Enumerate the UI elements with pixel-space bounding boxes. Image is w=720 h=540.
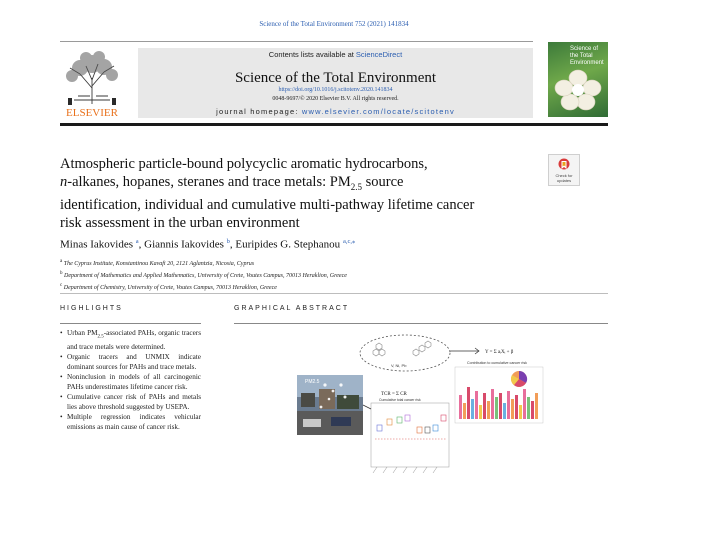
author-separator: , <box>229 238 236 251</box>
highlight-item: • Organic tracers and UNMIX indicate dominant sources for PAHs and trace metals. <box>60 352 201 372</box>
highlight-subscript: 2.5 <box>97 334 104 340</box>
regression-formula: Y = Σ aᵢXᵢ + β <box>485 350 514 355</box>
highlight-item: • Cumulative cancer risk of PAHs and metals lies above threshold suggested by USEPA. <box>60 392 201 412</box>
contribution-label: Contribution to cumulative cancer risk <box>467 361 527 365</box>
author-affil-marker[interactable]: a,c,⁎ <box>342 238 356 245</box>
affiliation <box>60 269 347 281</box>
author-affil-marker[interactable]: b <box>226 238 230 245</box>
author-name[interactable]: Minas Iakovides <box>60 238 134 251</box>
author-affil-marker[interactable]: a <box>135 238 139 245</box>
author-name[interactable]: Giannis Iakovides <box>144 238 224 251</box>
homepage-link[interactable]: www.elsevier.com/locate/scitotenv <box>301 107 455 116</box>
contents-line <box>138 50 533 59</box>
title-line-3: identification, individual and cumulative multi-pathway lifetime cancer <box>60 196 475 213</box>
affiliation <box>60 281 347 293</box>
cumulative-risk-plot <box>371 403 449 467</box>
author-name[interactable]: Euripides G. Stephanou <box>235 238 341 251</box>
cumulative-risk-label: Cumulative total cancer risk <box>379 398 421 402</box>
title-italic-n: n <box>60 174 68 190</box>
graphical-abstract-svg <box>295 333 545 473</box>
title-line-2a: -alkanes, hopanes, steranes and trace metals: PM <box>67 174 351 190</box>
cover-title: Science of the Total Environment <box>570 46 604 66</box>
header-divider <box>60 41 533 42</box>
journal-cover[interactable] <box>548 42 608 117</box>
affiliation-text: Department of Chemistry, University of Crete, Voutes Campus, 70013 Heraklion, Greece <box>63 285 277 291</box>
title-line-2b: source <box>361 174 404 190</box>
check-for-updates-button[interactable] <box>548 154 580 186</box>
pah-molecules-icon <box>373 341 431 356</box>
cover-flower-icon <box>554 68 602 112</box>
graphical-abstract-heading: GRAPHICAL ABSTRACT <box>234 305 350 312</box>
contents-prefix: Contents lists available at <box>268 50 354 59</box>
title-line-4: risk assessment in the urban environment <box>60 214 300 231</box>
highlight-text: Urban PM <box>67 329 98 337</box>
issn-copyright: 0048-9697/© 2020 Elsevier B.V. All rights reserved. <box>272 96 399 102</box>
journal-homepage <box>138 107 533 116</box>
sciencedirect-link[interactable]: ScienceDirect <box>355 50 403 59</box>
check-for-updates-label: Check for updates <box>555 173 573 183</box>
highlights-list <box>60 328 201 432</box>
highlights-heading: HIGHLIGHTS <box>60 305 123 312</box>
affiliation-marker: c <box>60 283 63 288</box>
graphical-abstract-figure[interactable] <box>295 333 545 473</box>
elsevier-logo[interactable] <box>60 48 124 118</box>
title-line-1: Atmospheric particle-bound polycyclic aromatic hydrocarbons, <box>60 156 428 172</box>
affiliation-text: Department of Mathematics and Applied Mathematics, University of Crete, Voutes Campus, 70013 Heraklion, Greece <box>64 273 347 279</box>
pm-label: PM2.5 <box>305 379 320 385</box>
homepage-prefix: journal homepage: <box>216 107 299 116</box>
highlight-item <box>60 328 201 352</box>
affiliation-divider <box>60 293 608 294</box>
elsevier-wordmark: ELSEVIER <box>66 107 118 118</box>
bookmark-icon <box>558 158 570 172</box>
affiliation-marker: a <box>60 259 63 264</box>
metals-label: V, Ni, Pb <box>391 363 407 368</box>
affiliations <box>60 257 347 293</box>
doi-link[interactable]: https://doi.org/10.1016/j.scitotenv.2020.141834 <box>278 87 393 93</box>
affiliation-marker: b <box>60 271 63 276</box>
article-title <box>60 155 530 232</box>
affiliation-text: The Cyprus Institute, Konstantinou Kavafi 20, 2121 Aglantzia, Nicosia, Cyprus <box>63 261 255 267</box>
author-separator: , <box>138 238 145 251</box>
highlights-rule <box>60 323 201 324</box>
title-pm-subscript: 2.5 <box>350 181 362 192</box>
masthead-rule <box>60 123 608 126</box>
highlight-item: • Noninclusion in models of all carcinogenic PAHs underestimates lifetime cancer risk. <box>60 372 201 392</box>
title-line-2 <box>60 173 530 196</box>
graphical-abstract-rule <box>234 323 608 324</box>
affiliation <box>60 257 347 269</box>
journal-citation[interactable]: Science of the Total Environment 752 (2021) 141834 <box>259 20 409 28</box>
tcr-formula: TCR = Σ CR <box>381 392 407 397</box>
highlight-item: • Multiple regression indicates vehicular emissions as main cause of cancer risk. <box>60 412 201 432</box>
author-list <box>60 237 355 251</box>
journal-title[interactable]: Science of the Total Environment <box>234 70 437 86</box>
elsevier-tree-icon <box>60 48 124 118</box>
contribution-pie <box>511 371 527 387</box>
highlight-text: -associated PAHs, organic tracers and trace metals were determined. <box>67 329 201 352</box>
journal-banner <box>138 48 533 118</box>
